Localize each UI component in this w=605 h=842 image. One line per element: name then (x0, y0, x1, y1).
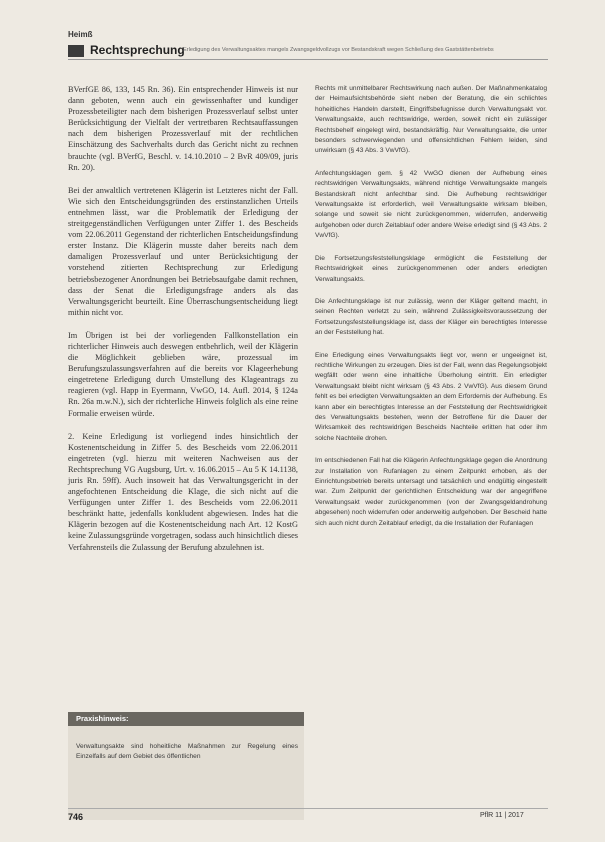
author-name: Heimß (68, 30, 93, 39)
footer-rule (68, 808, 548, 809)
section-title: Rechtsprechung (90, 43, 185, 57)
left-column (68, 84, 298, 565)
section-subtitle: Erledigung des Verwaltungsaktes mangels Zwangsgeldvollzugs vor Bestandskraft wegen Schließung des Gaststättenbetriebs (183, 47, 494, 53)
paragraph: Im Übrigen ist bei der vorliegenden Fallkonstellation ein richterlicher Hinweis auch deswegen entbehrlich, weil der Klägerin die Möglichkeit geblieben wäre, prozessual im Berufungszulassungsverfahren auf die bereits vor Klageerhebung eingetretene Erledigung durch Umstellung des Klageantrags zu reagieren (vgl. Happ in Eyermann, VwGO, 14. Aufl. 2014, § 124a Rn. 26a m.w.N.), sich der richterliche Hinweis folglich als eine reine Formalie erweisen würde. (68, 330, 298, 418)
right-column (315, 84, 547, 541)
paragraph: Die Anfechtungsklage ist nur zulässig, wenn der Kläger geltend macht, in seinen Rechten verletzt zu sein, während Zulässigkeitsvoraussetzung der Fortsetzungsfeststellungsklage ist, dass der Kläger ein berechtigtes Interesse an der Feststellung hat. (315, 297, 547, 337)
journal-issue: PflR 11 | 2017 (480, 812, 524, 819)
header-rule (68, 59, 548, 60)
practice-note-title: Praxishinweis: (68, 712, 304, 726)
practice-note-text: Verwaltungsakte sind hoheitliche Maßnahmen zur Regelung eines Einzelfalls auf dem Gebiet des öffentlichen (76, 743, 298, 761)
running-header (68, 42, 548, 60)
paragraph: 2. Keine Erledigung ist vorliegend indes hinsichtlich der Kostenentscheidung in Ziffer 5. des Bescheids vom 22.06.2011 eingetreten (vgl. hierzu mit weiteren Nachweisen aus der Rechtsprechung VG Augsburg, Urt. v. 16.06.2015 – Au 5 K 14.1138, juris Rn. 59ff). Auch insoweit hat das Verwaltungsgericht in der angefochtenen Entscheidung die Klage, die sich nicht auf die Verfügungen unter Ziffer 1. des Bescheids vom 22.06.2011 beschränkt hatte, jedenfalls konkludent abgewiesen. Indes hat die Klägerin bezogen auf die Kostenentscheidung nach Art. 12 KostG keine Zulassungsgründe vorgetragen, sodass auch hinsichtlich dieses Verfahrensteils die Zulassung der Berufung abzulehnen ist. (68, 431, 298, 552)
paragraph: Im entschiedenen Fall hat die Klägerin Anfechtungsklage gegen die Anordnung zur Installation von Rufanlagen zu einem Zeitpunkt erhoben, als der Einrichtungsbetrieb bereits untersagt und tatsächlich und endgültig eingestellt war. Zum Zeitpunkt der gerichtlichen Entscheidung war der angegriffene Verwaltungsakt weder zurückgenommen (von der Zwangsgeldandrohung abgesehen) noch widerrufen oder anderweitig aufgehoben. Der Bescheid hatte sich auch nicht durch Zeitablauf erledigt, da die Installation der Rufanlagen (315, 457, 547, 527)
paragraph: Anfechtungsklagen gem. § 42 VwGO dienen der Aufhebung eines rechtswidrigen Verwaltungsakts, während nichtige Verwaltungsakte mangels Bestandskraft nicht anfechtbar sind. Die Aufhebung rechtswidriger Verwaltungsakte ist erforderlich, weil Verwaltungsakte wirksam bleiben, solange und soweit sie nicht zurückgenommen, widerrufen, anderweitig aufgehoben oder durch Zeitablauf oder andere Weise erledigt sind (§ 43 Abs. 2 VwVfG). (315, 169, 547, 240)
page-number: 746 (68, 812, 84, 822)
paragraph: Die Fortsetzungsfeststellungsklage ermöglicht die Feststellung der Rechtswidrigkeit eines zurückgenommenen oder anders erledigten Verwaltungsakts. (315, 254, 547, 283)
paragraph: BVerfGE 86, 133, 145 Rn. 36). Ein entsprechender Hinweis ist nur dann geboten, wenn auch ein gewissenhafter und kundiger Prozessbeteiligter nach dem bisherigen Prozessverlauf selbst unter Berücksichtigung der Vielfalt der vertretbaren Rechtsauffassungen nach dem bisherigen Prozessverlauf mit der rechtlichen Einschätzung des Sachverhalts durch das Gericht nicht zu rechnen brauchte (vgl. BVerfG, Beschl. v. 14.10.2010 – 2 BvR 409/09, juris Rn. 20). (68, 85, 298, 172)
practice-note-box (68, 712, 304, 820)
paragraph: Eine Erledigung eines Verwaltungsakts liegt vor, wenn er ungeeignet ist, rechtliche Wirkungen zu erzeugen. Dies ist der Fall, wenn das Regelungsobjekt wegfällt oder wenn eine inhaltliche Überholung eintritt. Ein erledigter Verwaltungsakt bleibt nicht wirksam (§ 43 Abs. 2 VwVfG). Aus diesem Grund fehlt es bei erledigten Verwaltungsakten an dem Erfordernis der Aufhebung. Es kann aber ein berechtigtes Interesse an der Feststellung der Rechtswidrigkeit des Verwaltungsakts bestehen, wenn der Betroffene für die Dauer der Wirksamkeit des rechtswidrigen Bescheids Nachteile erlitten hat oder ihm solche Nachteile drohen. (315, 351, 547, 442)
paragraph: Rechts mit unmittelbarer Rechtswirkung nach außen. Der Maßnahmenkatalog der Heimaufsichtsbehörde sieht neben der Beratung, die ein schlichtes hoheitliches Handeln darstellt, Eingriffsbefugnisse durch Verwaltungsakt vor. Verwaltungsakte, auch rechtswidrige, werden, soweit nicht ein zulässiger Rechtsbehelf eingelegt wird, bestandskräftig. Nur Verwaltungsakte, die unter besonders schwerwiegenden und offensichtlichen Fehlern leiden, sind unwirksam (§ 43 Abs. 3 VwVfG). (315, 85, 547, 155)
header-marker (68, 45, 84, 57)
paragraph: Bei der anwaltlich vertretenen Klägerin ist Letzteres nicht der Fall. Wie sich den Entscheidungsgründen des erstinstanzlichen Urteils entnehmen lässt, war die Problematik der Erledigung der streitgegenständlichen Verfügungen unter Ziffer 1. des Bescheids vom 22.06.2011 Gegenstand der richterlichen Entscheidungsfindung erster Instanz. Die Klägerin musste daher bereits nach dem damaligen Prozessverlauf und unter Berücksichtigung der vorstehend zitierten Rechtsprechung zur Erledigung betriebsbezogener Anordnungen bei Betriebsaufgabe damit rechnen, dass der Senat die Erledigungsfrage anders als das Verwaltungsgericht beurteilt. Eine Überraschungsentscheidung liegt mithin nicht vor. (68, 185, 298, 317)
